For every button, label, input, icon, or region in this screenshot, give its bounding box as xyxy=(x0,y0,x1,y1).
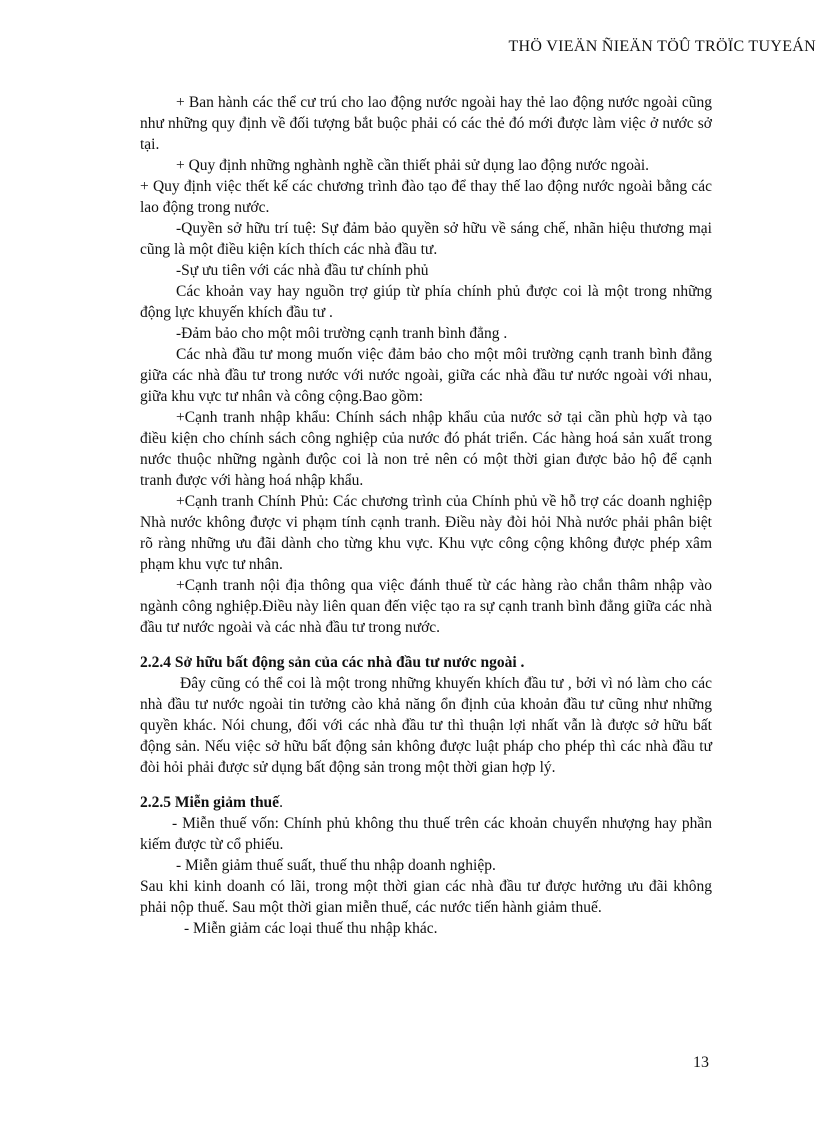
list-item: - Miễn giảm thuế suất, thuế thu nhập doanh nghiệp. xyxy=(176,857,496,874)
paragraph: +Cạnh tranh nhập khẩu: Chính sách nhập khẩu của nước sở tại cần phù hợp và tạo điều kiện cho chính sách công nghiệp của nước đó phát triển. Các hàng hoá sản xuất trong nước thuộc những ngành đưộc coi là non trẻ nên có một thời gian được bảo hộ để cạnh tranh được với hàng hoá nhập khẩu. xyxy=(140,409,712,489)
list-item: - Miễn giảm các loại thuế thu nhập khác. xyxy=(184,920,438,937)
paragraph: -Quyền sở hữu trí tuệ: Sự đảm bảo quyền sở hữu về sáng chế, nhãn hiệu thương mại cũng là một điều kiện kích thích các nhà đầu tư. xyxy=(140,220,712,258)
paragraph: +Cạnh tranh nội địa thông qua việc đánh thuế từ các hàng rào chắn thâm nhập vào ngành công nghiệp.Điều này liên quan đến việc tạo ra sự cạnh tranh bình đẳng giữa các nhà đầu tư nước ngoài và các nhà đầu tư trong nước. xyxy=(140,577,712,636)
section-heading-2-2-4: 2.2.4 Sở hữu bất động sản của các nhà đầu tư nước ngoài . xyxy=(140,654,525,671)
paragraph: Sau khi kinh doanh có lãi, trong một thời gian các nhà đầu tư được hưởng ưu đãi không phải nộp thuế. Sau một thời gian miễn thuế, các nước tiến hành giảm thuế. xyxy=(140,878,712,916)
list-item: - Miễn thuế vốn: Chính phủ không thu thuế trên các khoản chuyển nhượng hay phần kiếm được từ cổ phiếu. xyxy=(140,815,712,853)
paragraph: + Ban hành các thể cư trú cho lao động nước ngoài hay thẻ lao động nước ngoài cũng như những quy định về đối tượng bắt buộc phải có các thẻ đó mới được làm việc ở nước sở tại. xyxy=(140,94,712,153)
page-header-title: THÖ VIEÄN ÑIEÄN TÖÛ TRÖÏC TUYEÁN xyxy=(508,38,816,55)
paragraph: Các khoản vay hay nguồn trợ giúp từ phía chính phủ được coi là một trong những động lực khuyến khích đầu tư . xyxy=(140,283,712,321)
paragraph: -Sự ưu tiên với các nhà đầu tư chính phủ xyxy=(176,262,429,279)
paragraph: Đây cũng có thể coi là một trong những khuyến khích đầu tư , bởi vì nó làm cho các nhà đầu tư nước ngoài tin tưởng cào khả năng ổn định của khoản đầu tư cũng như những quyền khác. Nói chung, đối với các nhà đầu tư thì thuận lợi nhất vẫn là được sở hữu bất động sản. Nếu việc sở hữu bất động sản không được luật pháp cho phép thì các nhà đầu tư đòi hỏi phải được sử dụng bất động sản trong một thời gian hợp lý. xyxy=(140,675,712,776)
section-heading-2-2-5 xyxy=(140,792,712,813)
paragraph: +Cạnh tranh Chính Phủ: Các chương trình của Chính phủ về hỗ trợ các doanh nghiệp Nhà nước không được vi phạm tính cạnh tranh. Điều này đòi hỏi Nhà nước phải phân biệt rõ ràng những ưu đãi dành cho từng khu vực. Khu vực công cộng không được phép xâm phạm khu vực tư nhân. xyxy=(140,493,712,573)
paragraph: + Quy định việc thết kế các chương trình đào tạo để thay thế lao động nước ngoài bằng các lao động trong nước. xyxy=(140,178,712,216)
section-heading-tail: . xyxy=(279,794,283,811)
paragraph: -Đảm bảo cho một môi trường cạnh tranh bình đẳng . xyxy=(176,325,508,342)
document-body xyxy=(140,92,712,939)
paragraph: Các nhà đầu tư mong muốn việc đảm bảo cho một môi trường cạnh tranh bình đẳng giữa các nhà đầu tư trong nước với nước ngoài, giữa các nhà đầu tư nước ngoài với nhau, giữa khu vực tư nhân và công cộng.Bao gồm: xyxy=(140,346,712,405)
paragraph: + Quy định những nghành nghề cần thiết phải sử dụng lao động nước ngoài. xyxy=(176,157,650,174)
section-heading-text: 2.2.5 Miễn giảm thuế xyxy=(140,794,280,811)
page-number: 13 xyxy=(693,1054,709,1071)
